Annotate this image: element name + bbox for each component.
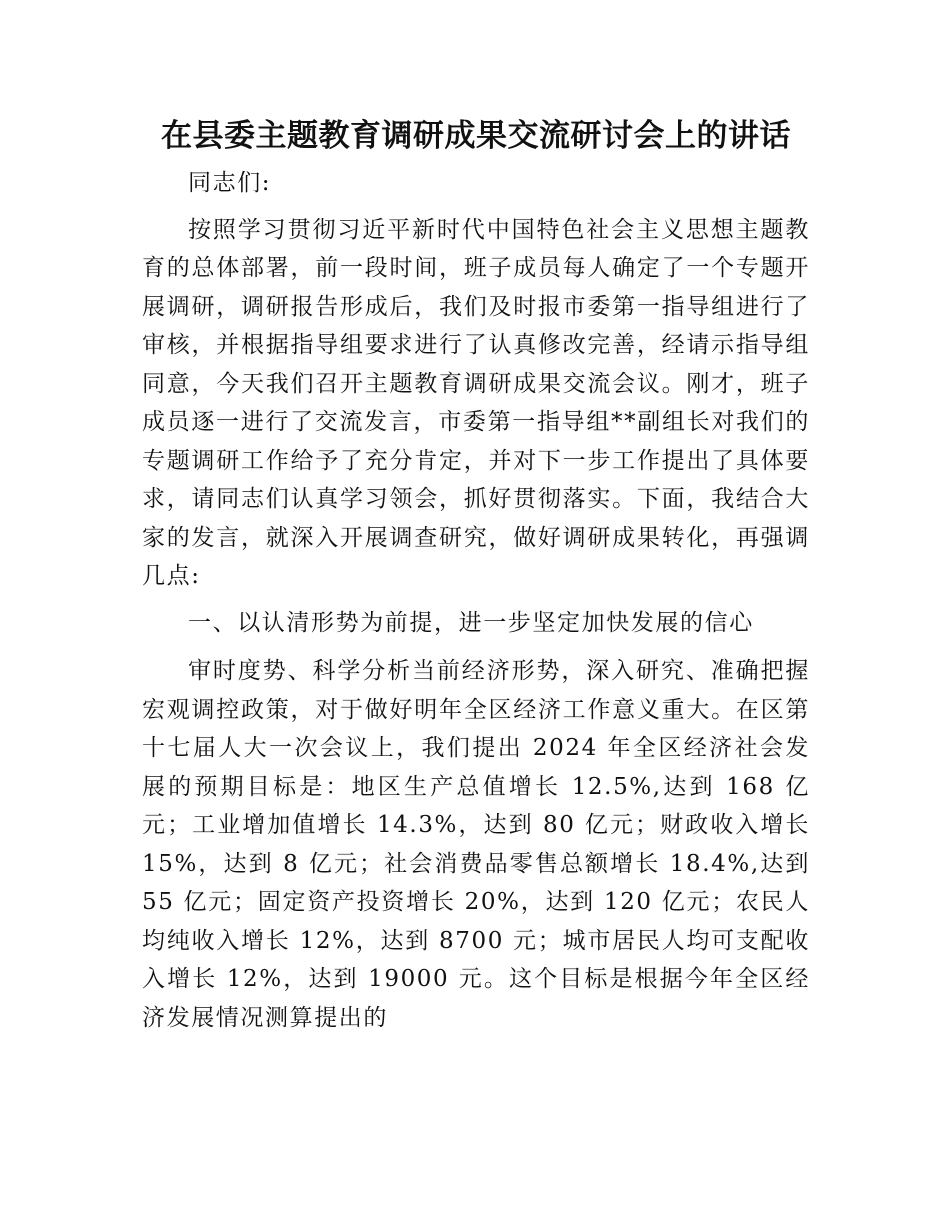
paragraph-economic-targets: 审时度势、科学分析当前经济形势，深入研究、准确把握宏观调控政策，对于做好明年全区经济工作意义重大。在区第十七届人大一次会议上，我们提出 2024 年全区经济社会发展的预期目标是：地区生产总值增长 12.5%,达到 168 亿元；工业增加值增长 14.3%，达到 80 亿元；财政收入增长 15%，达到 8 亿元；社会消费品零售总额增长 18.4%,达到 55 亿元；固定资产投资增长 20%，达到 120 亿元；农民人均纯收入增长 12%，达到 8700 元；城市居民人均可支配收入增长 12%，达到 19000 元。这个目标是根据今年全区经济发展情况测算提出的 (142, 658, 810, 1031)
salutation: 同志们: (188, 170, 272, 196)
document-page (142, 110, 810, 1045)
section-heading-1: 一、以认清形势为前提，进一步坚定加快发展的信心 (188, 609, 754, 636)
document-title: 在县委主题教育调研成果交流研讨会上的讲话 (161, 118, 791, 154)
paragraph-intro: 按照学习贯彻习近平新时代中国特色社会主义思想主题教育的总体部署，前一段时间，班子成员每人确定了一个专题开展调研，调研报告形成后，我们及时报市委第一指导组进行了审核，并根据指导组要求进行了认真修改完善，经请示指导组同意，今天我们召开主题教育调研成果交流会议。刚才，班子成员逐一进行了交流发言，市委第一指导组**副组长对我们的专题调研工作给予了充分肯定，并对下一步工作提出了具体要求，请同志们认真学习领会，抓好贯彻落实。下面，我结合大家的发言，就深入开展调查研究，做好调研成果转化，再强调几点: (142, 216, 810, 589)
